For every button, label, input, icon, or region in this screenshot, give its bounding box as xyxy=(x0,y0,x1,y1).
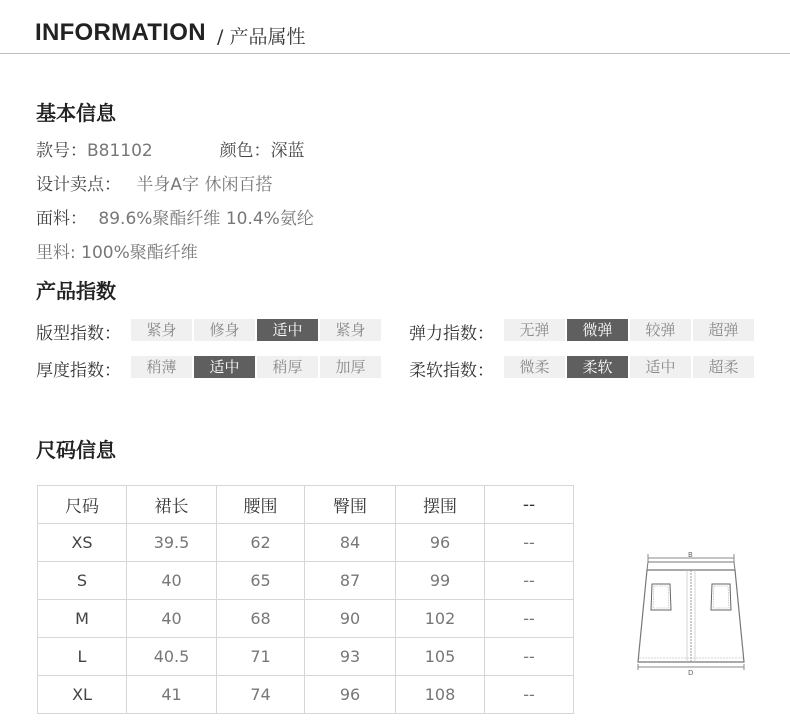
thickness-index-options xyxy=(131,356,381,378)
table-cell: 65 xyxy=(217,562,305,600)
table-row xyxy=(38,524,574,562)
thickness-option: 加厚 xyxy=(320,356,381,378)
table-cell: 40.5 xyxy=(127,638,217,676)
table-cell: XL xyxy=(38,676,127,714)
label-d: D xyxy=(688,669,694,676)
table-cell: 108 xyxy=(396,676,485,714)
softness-option: 适中 xyxy=(630,356,691,378)
elastic-option: 较弹 xyxy=(630,319,691,341)
table-header-cell: 尺码 xyxy=(38,486,127,524)
table-cell: 39.5 xyxy=(127,524,217,562)
table-cell: -- xyxy=(485,562,574,600)
table-header-cell: 裙长 xyxy=(127,486,217,524)
softness-option: 微柔 xyxy=(504,356,565,378)
elastic-index-options xyxy=(504,319,754,341)
fit-option-selected: 适中 xyxy=(257,319,318,341)
table-cell: M xyxy=(38,600,127,638)
table-cell: -- xyxy=(485,676,574,714)
table-cell: 90 xyxy=(305,600,396,638)
table-cell: 93 xyxy=(305,638,396,676)
table-cell: 68 xyxy=(217,600,305,638)
table-row xyxy=(38,562,574,600)
skirt-diagram xyxy=(628,548,752,676)
table-row xyxy=(38,638,574,676)
style-label: 款号： xyxy=(36,141,87,161)
table-cell: -- xyxy=(485,638,574,676)
softness-option-selected: 柔软 xyxy=(567,356,628,378)
table-header-cell: 腰围 xyxy=(217,486,305,524)
softness-option: 超柔 xyxy=(693,356,754,378)
softness-index-options xyxy=(504,356,754,378)
color-value: 深蓝 xyxy=(270,141,305,161)
table-cell: 40 xyxy=(127,562,217,600)
table-header-cell: -- xyxy=(485,486,574,524)
lining-line xyxy=(36,238,198,263)
size-table xyxy=(37,485,574,714)
thickness-option: 稍薄 xyxy=(131,356,192,378)
size-info-title: 尺码信息 xyxy=(36,438,116,462)
table-cell: 41 xyxy=(127,676,217,714)
lining-value: 100%聚酯纤维 xyxy=(81,243,198,263)
style-value: B81102 xyxy=(87,141,153,161)
fit-index-label: 版型指数： xyxy=(36,324,121,344)
table-row xyxy=(38,676,574,714)
style-color-line xyxy=(36,136,305,161)
color-label: 颜色： xyxy=(219,141,271,161)
basic-info-title: 基本信息 xyxy=(36,101,116,125)
table-header-cell: 摆围 xyxy=(396,486,485,524)
label-b: B xyxy=(688,551,693,559)
table-cell: -- xyxy=(485,600,574,638)
table-cell: S xyxy=(38,562,127,600)
table-cell: 40 xyxy=(127,600,217,638)
selling-point-line xyxy=(36,170,272,195)
product-index-title: 产品指数 xyxy=(36,279,116,303)
lining-label: 里料: xyxy=(36,243,76,263)
table-cell: L xyxy=(38,638,127,676)
fit-option: 修身 xyxy=(194,319,255,341)
table-cell: 96 xyxy=(305,676,396,714)
fabric-label: 面料： xyxy=(36,209,87,229)
elastic-option: 无弹 xyxy=(504,319,565,341)
table-cell: -- xyxy=(485,524,574,562)
fabric-value: 89.6%聚酯纤维 10.4%氨纶 xyxy=(98,209,314,229)
header-title-cn: / 产品属性 xyxy=(217,26,306,48)
table-cell: 87 xyxy=(305,562,396,600)
softness-index-label: 柔软指数： xyxy=(409,361,494,381)
table-cell: 71 xyxy=(217,638,305,676)
table-cell: 84 xyxy=(305,524,396,562)
table-cell: 105 xyxy=(396,638,485,676)
elastic-index-label: 弹力指数： xyxy=(409,324,494,344)
table-cell: 102 xyxy=(396,600,485,638)
header-title-en: INFORMATION xyxy=(35,19,206,46)
table-cell: XS xyxy=(38,524,127,562)
table-row xyxy=(38,600,574,638)
thickness-option: 稍厚 xyxy=(257,356,318,378)
fit-option: 紧身 xyxy=(320,319,381,341)
elastic-option: 超弹 xyxy=(693,319,754,341)
table-cell: 62 xyxy=(217,524,305,562)
table-cell: 96 xyxy=(396,524,485,562)
elastic-option-selected: 微弹 xyxy=(567,319,628,341)
thickness-index-label: 厚度指数： xyxy=(36,361,121,381)
table-header-cell: 臀围 xyxy=(305,486,396,524)
selling-label: 设计卖点： xyxy=(36,175,121,195)
page-header xyxy=(0,0,790,54)
fabric-line xyxy=(36,204,314,229)
table-cell: 99 xyxy=(396,562,485,600)
table-cell: 74 xyxy=(217,676,305,714)
table-header-row xyxy=(38,486,574,524)
thickness-option-selected: 适中 xyxy=(194,356,255,378)
fit-index-options xyxy=(131,319,381,341)
fit-option: 紧身 xyxy=(131,319,192,341)
selling-value: 半身A字 休闲百搭 xyxy=(136,175,273,195)
